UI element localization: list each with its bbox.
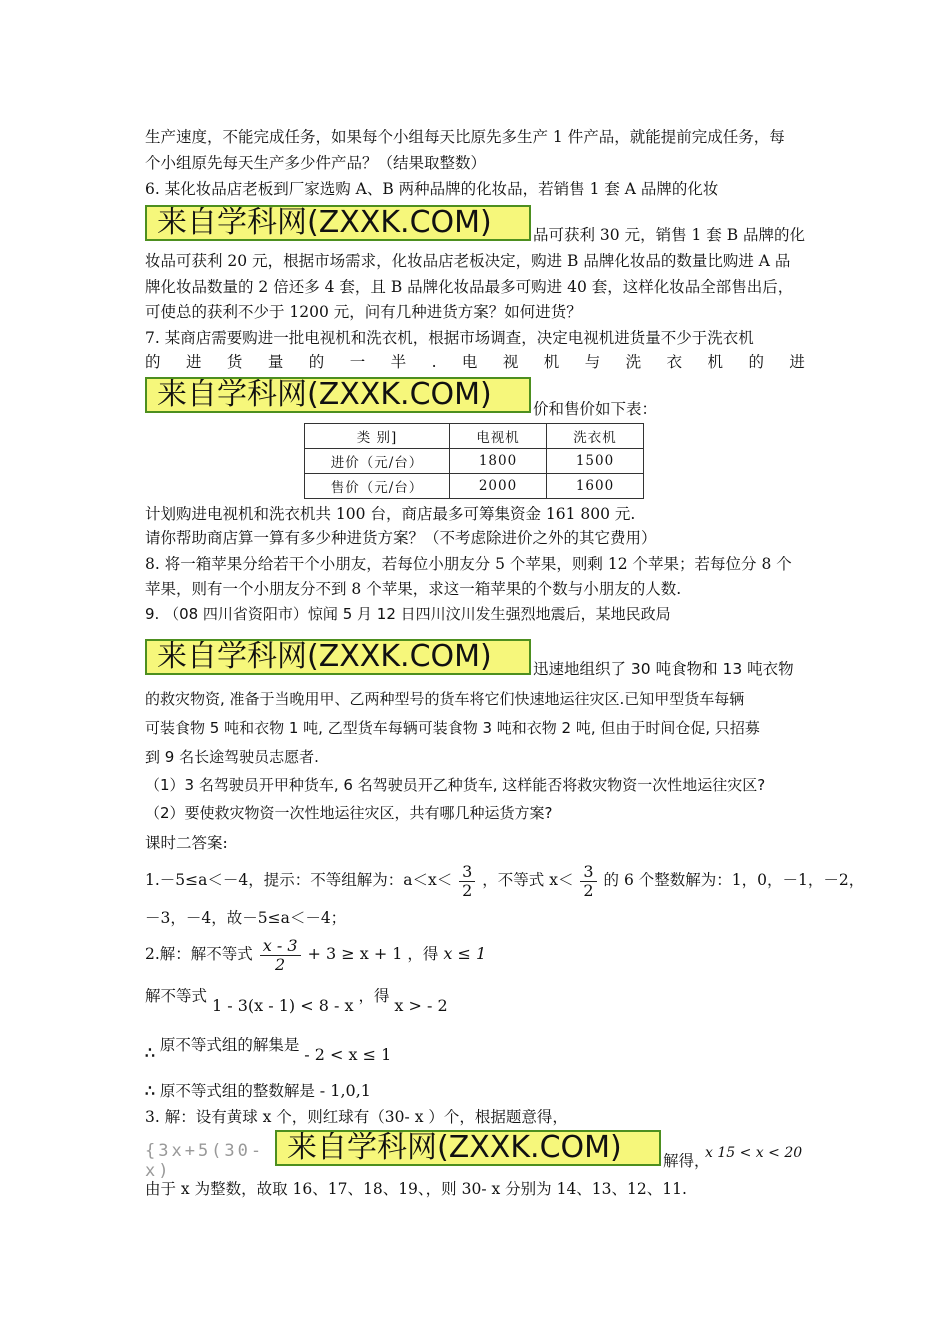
fraction-numerator: x - 3 bbox=[260, 937, 301, 956]
problem9-line4: 可装食物 5 吨和衣物 1 吨, 乙型货车每辆可装食物 3 吨和衣物 2 吨, 但由于时间仓促, 只招募 bbox=[145, 719, 760, 737]
justified-char: 进 bbox=[185, 353, 202, 371]
problem6-line1: 6. 某化妆品店老板到厂家选购 A、B 两种品牌的化妆品，若销售 1 套 A 品牌的化妆 bbox=[145, 180, 719, 198]
answer2-text: 原不等式组的整数解是 bbox=[159, 1082, 315, 1100]
justified-char: 视 bbox=[502, 353, 519, 371]
answer3-line1: 3. 解：设有黄球 x 个，则红球有（30- x ）个，根据题意得， bbox=[145, 1108, 568, 1126]
justified-char: 机 bbox=[707, 353, 724, 371]
watermark-banner: 来自学科网(ZXXK.COM) bbox=[275, 1130, 661, 1166]
problem8-line2: 苹果，则有一个小朋友分不到 8 个苹果，求这一箱苹果的个数与小朋友的人数. bbox=[145, 580, 682, 598]
problem7-line4: 计划购进电视机和洗衣机共 100 台，商店最多可筹集资金 161 800 元. bbox=[145, 505, 636, 523]
watermark-banner: 来自学科网(ZXXK.COM) bbox=[145, 639, 531, 675]
fraction-numerator: 3 bbox=[580, 863, 596, 882]
justified-char: 与 bbox=[584, 353, 601, 371]
watermark-banner: 来自学科网(ZXXK.COM) bbox=[145, 205, 531, 241]
answer2-line2 bbox=[145, 985, 448, 1015]
fraction-denominator: 2 bbox=[583, 880, 594, 900]
fraction-denominator: 2 bbox=[275, 954, 286, 974]
inequality-result: x > - 2 bbox=[394, 996, 448, 1015]
fraction-denominator: 2 bbox=[462, 880, 473, 900]
fraction-three-halves bbox=[580, 863, 596, 900]
answer2-line3 bbox=[145, 1034, 392, 1064]
table-cell: 进价（元/台） bbox=[305, 449, 450, 474]
table-cell: 1600 bbox=[547, 474, 644, 499]
justified-char: 机 bbox=[543, 353, 560, 371]
justified-char: 的 bbox=[145, 353, 161, 371]
answer1-text: 1.－5≤a＜－4，提示：不等组解为：a＜x＜ bbox=[145, 871, 453, 889]
problem6-line5: 可使总的获利不少于 1200 元，问有几种进货方案？如何进货？ bbox=[145, 303, 582, 321]
problem6-line2-tail: 品可获利 30 元，销售 1 套 B 品牌的化 bbox=[533, 226, 806, 244]
solution-set-expression: - 2 < x ≤ 1 bbox=[304, 1045, 392, 1064]
justified-char: . bbox=[431, 353, 437, 371]
therefore-symbol: ∴ bbox=[145, 1081, 155, 1100]
problem7-line2-justified bbox=[145, 351, 805, 373]
table-cell: 售价（元/台） bbox=[305, 474, 450, 499]
table-header-cell: 洗衣机 bbox=[547, 424, 644, 449]
justified-char: 的 bbox=[308, 353, 325, 371]
problem9-line2-tail: 迅速地组织了 30 吨食物和 13 吨衣物 bbox=[533, 660, 794, 678]
answer2-text: ，得 bbox=[358, 987, 390, 1005]
problem7-line3-tail: 价和售价如下表： bbox=[533, 400, 658, 418]
problem7-line1: 7. 某商店需要购进一批电视机和洗衣机，根据市场调查，决定电视机进货量不少于洗衣机 bbox=[145, 329, 754, 347]
answer2-line4 bbox=[145, 1080, 371, 1102]
table-header-cell: 电视机 bbox=[450, 424, 547, 449]
justified-char: 一 bbox=[349, 353, 366, 371]
table-cell: 2000 bbox=[450, 474, 547, 499]
answer2-text: 解不等式 bbox=[145, 987, 208, 1005]
table-cell: 1500 bbox=[547, 449, 644, 474]
problem5-line2: 个小组原先每天生产多少件产品？（结果取整数） bbox=[145, 154, 487, 172]
problem5-line1: 生产速度，不能完成任务，如果每个小组每天比原先多生产 1 件产品，就能提前完成任务，每 bbox=[145, 128, 785, 146]
watermark-banner: 来自学科网(ZXXK.COM) bbox=[145, 377, 531, 413]
justified-char: 洗 bbox=[625, 353, 642, 371]
integer-solutions: - 1,0,1 bbox=[319, 1081, 371, 1100]
fraction-numerator: 3 bbox=[459, 863, 475, 882]
problem9-question1: （1）3 名驾驶员开甲种货车, 6 名驾驶员开乙种货车, 这样能否将救灾物资一次性地运往灾区? bbox=[145, 776, 766, 794]
answer2-text: ，得 bbox=[407, 945, 439, 963]
answers-heading: 课时二答案: bbox=[145, 834, 228, 852]
table-row bbox=[305, 449, 644, 474]
therefore-symbol: ∴ bbox=[145, 1043, 155, 1062]
inequality-expression: 1 - 3(x - 1) < 8 - x bbox=[211, 996, 354, 1015]
table-cell: 1800 bbox=[450, 449, 547, 474]
problem9-question2: （2）要使救灾物资一次性地运往灾区，共有哪几种运货方案? bbox=[145, 804, 553, 822]
justified-char: 进 bbox=[789, 353, 805, 371]
answer3-inequality: x 15 < x < 20 bbox=[705, 1145, 803, 1161]
table-row bbox=[305, 474, 644, 499]
answer1-line1 bbox=[145, 858, 864, 902]
fraction-three-halves bbox=[459, 863, 475, 900]
blurred-equation: {3x+5(30-x) bbox=[145, 1141, 265, 1181]
problem9-line3: 的救灾物资, 准备于当晚用甲、乙两种型号的货车将它们快速地运往灾区.已知甲型货车每辆 bbox=[145, 690, 745, 708]
justified-char: 货 bbox=[226, 353, 243, 371]
answer1-text: ，不等式 x＜ bbox=[482, 871, 574, 889]
table-header-row bbox=[305, 424, 644, 449]
problem9-line1: 9. （08 四川省资阳市）惊闻 5 月 12 日四川汶川发生强烈地震后，某地民政局 bbox=[145, 605, 671, 623]
answer1-line2: －3，－4，故－5≤a＜－4； bbox=[145, 909, 347, 927]
inequality-result: x ≤ 1 bbox=[443, 944, 487, 963]
answer3-line3: 由于 x 为整数，故取 16、17、18、19、，则 30- x 分别为 14、13、12、11. bbox=[145, 1180, 687, 1198]
price-table bbox=[304, 423, 644, 499]
inequality-expression: + 3 ≥ x + 1 bbox=[307, 944, 403, 963]
problem8-line1: 8. 将一箱苹果分给若干个小朋友，若每位小朋友分 5 个苹果，则剩 12 个苹果；若每位分 8 个 bbox=[145, 555, 792, 573]
problem6-line4: 牌化妆品数量的 2 倍还多 4 套，且 B 品牌化妆品最多可购进 40 套，这样化妆品全部售出后， bbox=[145, 278, 794, 296]
answer2-line1 bbox=[145, 931, 486, 977]
fraction-x-minus-3-over-2 bbox=[260, 937, 301, 974]
answer2-text: 原不等式组的解集是 bbox=[159, 1036, 300, 1054]
problem7-line5: 请你帮助商店算一算有多少种进货方案？（不考虑除进价之外的其它费用） bbox=[145, 529, 657, 547]
justified-char: 衣 bbox=[666, 353, 683, 371]
justified-char: 电 bbox=[461, 353, 478, 371]
problem6-line3: 妆品可获利 20 元，根据市场需求，化妆品店老板决定，购进 B 品牌化妆品的数量比购进 A 品 bbox=[145, 252, 791, 270]
table-header-cell: 类 别] bbox=[305, 424, 450, 449]
justified-char: 半 bbox=[390, 353, 407, 371]
problem9-line5: 到 9 名长途驾驶员志愿者. bbox=[145, 748, 319, 766]
answer1-text: 的 6 个整数解为：1，0，－1，－2， bbox=[603, 871, 865, 889]
justified-char: 的 bbox=[748, 353, 764, 371]
answer2-text: 2.解：解不等式 bbox=[145, 945, 253, 963]
answer3-tail-text: 解得， bbox=[663, 1152, 710, 1170]
justified-char: 量 bbox=[267, 353, 284, 371]
